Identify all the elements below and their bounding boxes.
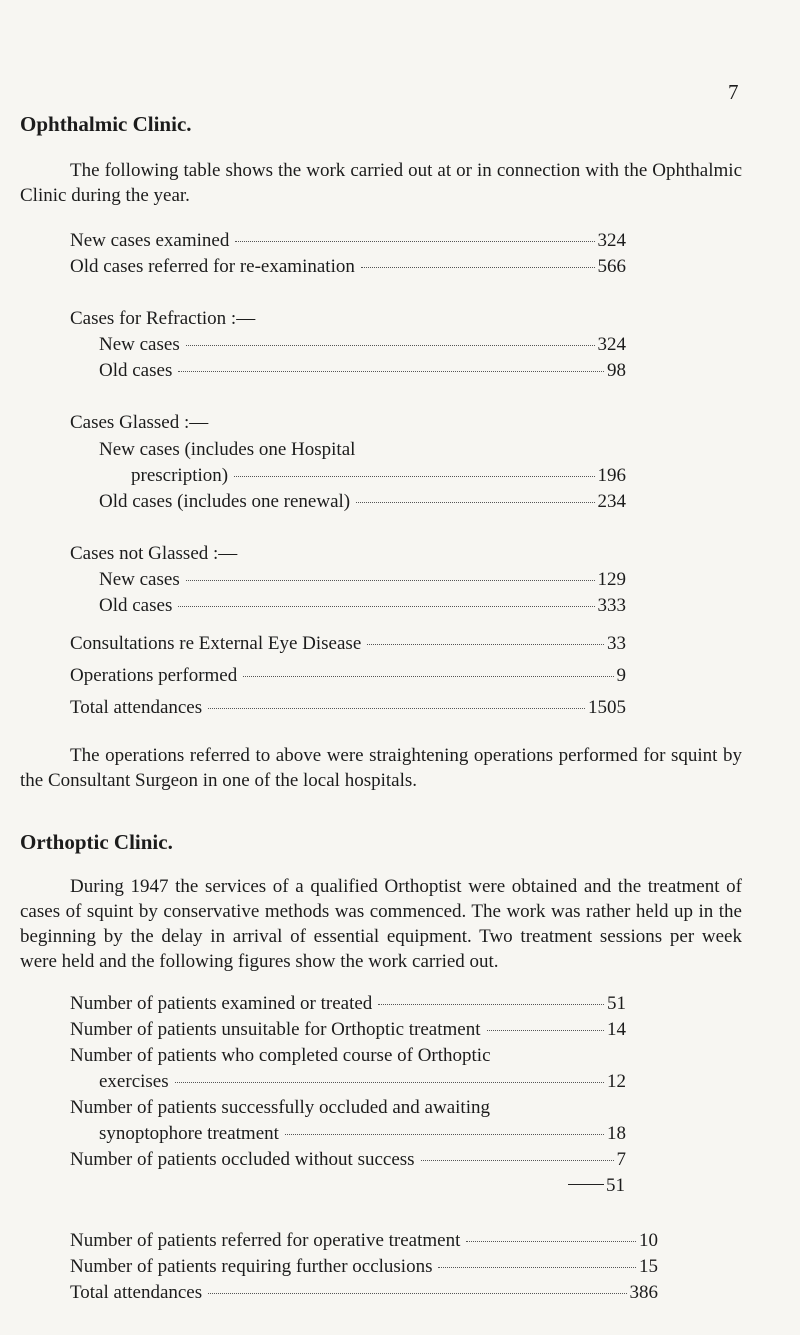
dot-leader — [487, 1030, 605, 1031]
row-value: 386 — [629, 1282, 658, 1303]
dot-leader — [438, 1267, 636, 1268]
row-label: Number of patients requiring further occlusions — [70, 1256, 433, 1277]
row-value: 12 — [607, 1071, 626, 1092]
row-label: New cases examined — [70, 230, 230, 251]
row-label: Old cases referred for re-examination — [70, 256, 355, 277]
row-value: 14 — [607, 1019, 626, 1040]
row-value: 234 — [597, 491, 626, 512]
row-value: 15 — [639, 1256, 658, 1277]
not-glassed-old-row — [99, 593, 626, 618]
refraction-old-row — [99, 358, 626, 383]
page-number: 7 — [728, 80, 739, 104]
ophthalmic-total-row — [70, 695, 626, 720]
old-cases-referred-row — [70, 254, 626, 279]
dot-leader — [367, 644, 604, 645]
orthoptic-total-row — [70, 1280, 658, 1305]
row-value: 333 — [597, 595, 626, 616]
ophthalmic-intro: The following table shows the work carried out at or in connection with the Ophthalmic Clinic during the year. — [20, 160, 742, 206]
row-value: 51 — [607, 993, 626, 1014]
consultations-row — [70, 631, 626, 656]
row-value: 1505 — [588, 697, 626, 718]
row-value: 566 — [597, 256, 626, 277]
row-label: Operations performed — [70, 665, 238, 686]
row-value: 196 — [597, 465, 626, 486]
row-label: Old cases — [99, 360, 173, 381]
row-label: Number of patients occluded without success — [70, 1149, 415, 1170]
dot-leader — [186, 345, 595, 346]
dot-leader — [208, 708, 585, 709]
occluded-line1: Number of patients successfully occluded and awaiting — [70, 1097, 490, 1118]
row-value: 33 — [607, 633, 626, 654]
completed-line1: Number of patients who completed course of Orthoptic — [70, 1045, 491, 1066]
operations-row — [70, 663, 626, 688]
row-value: 18 — [607, 1123, 626, 1144]
further-row — [70, 1254, 658, 1279]
row-value: 324 — [597, 334, 626, 355]
dot-leader — [361, 267, 595, 268]
row-label: Number of patients examined or treated — [70, 993, 373, 1014]
orthoptic-heading: Orthoptic Clinic. — [20, 830, 173, 854]
dot-leader — [235, 241, 594, 242]
not-glassed-title: Cases not Glassed :— — [70, 543, 238, 564]
dot-leader — [466, 1241, 636, 1242]
row-value: 9 — [616, 665, 626, 686]
row-label: Old cases (includes one renewal) — [99, 491, 351, 512]
glassed-new-line1: New cases (includes one Hospital — [99, 439, 356, 460]
operative-row — [70, 1228, 658, 1253]
operations-note: The operations referred to above were straightening operations performed for squint by the Consultant Surgeon in one of the local hospitals. — [20, 745, 742, 791]
row-label: Number of patients referred for operative treatment — [70, 1230, 461, 1251]
orthoptic-intro: During 1947 the services of a qualified Orthoptist were obtained and the treatment of cases of squint by conservative methods was commenced. The work was rather held up in the beginning by the delay in arrival of essential equipment. Two treatment sessions per week were held and the following figures show the work carried out. — [20, 876, 742, 972]
dot-leader — [208, 1293, 626, 1294]
new-cases-examined-row — [70, 228, 626, 253]
glassed-old-row — [99, 489, 626, 514]
glassed-new-row — [131, 463, 626, 488]
row-value: 7 — [616, 1149, 626, 1170]
refraction-title: Cases for Refraction :— — [70, 308, 256, 329]
row-value: 129 — [597, 569, 626, 590]
dot-leader — [421, 1160, 614, 1161]
examined-row — [70, 991, 626, 1016]
occluded-fail-row — [70, 1147, 626, 1172]
not-glassed-new-row — [99, 567, 626, 592]
dot-leader — [178, 606, 594, 607]
dot-leader — [175, 1082, 604, 1083]
ophthalmic-heading: Ophthalmic Clinic. — [20, 112, 192, 136]
row-label: Total attendances — [70, 1282, 203, 1303]
dot-leader — [378, 1004, 604, 1005]
dot-leader — [186, 580, 595, 581]
row-value: 10 — [639, 1230, 658, 1251]
refraction-new-row — [99, 332, 626, 357]
glassed-title: Cases Glassed :— — [70, 412, 209, 433]
row-label: Old cases — [99, 595, 173, 616]
dot-leader — [356, 502, 594, 503]
row-label: Total attendances — [70, 697, 203, 718]
row-label: New cases — [99, 569, 180, 590]
dot-leader — [178, 371, 604, 372]
completed-row — [99, 1069, 626, 1094]
row-value: 98 — [607, 360, 626, 381]
row-label: synoptophore treatment — [99, 1123, 279, 1144]
row-value: 324 — [597, 230, 626, 251]
dot-leader — [285, 1134, 604, 1135]
row-label: Consultations re External Eye Disease — [70, 633, 362, 654]
dot-leader — [234, 476, 594, 477]
row-label: New cases — [99, 334, 180, 355]
row-label: exercises — [99, 1071, 169, 1092]
unsuitable-row — [70, 1017, 626, 1042]
subtotal-value: 51 — [606, 1175, 625, 1196]
subtotal-rule — [568, 1184, 604, 1185]
dot-leader — [243, 676, 613, 677]
row-label: prescription) — [131, 465, 229, 486]
row-label: Number of patients unsuitable for Orthoptic treatment — [70, 1019, 481, 1040]
occluded-row — [99, 1121, 626, 1146]
